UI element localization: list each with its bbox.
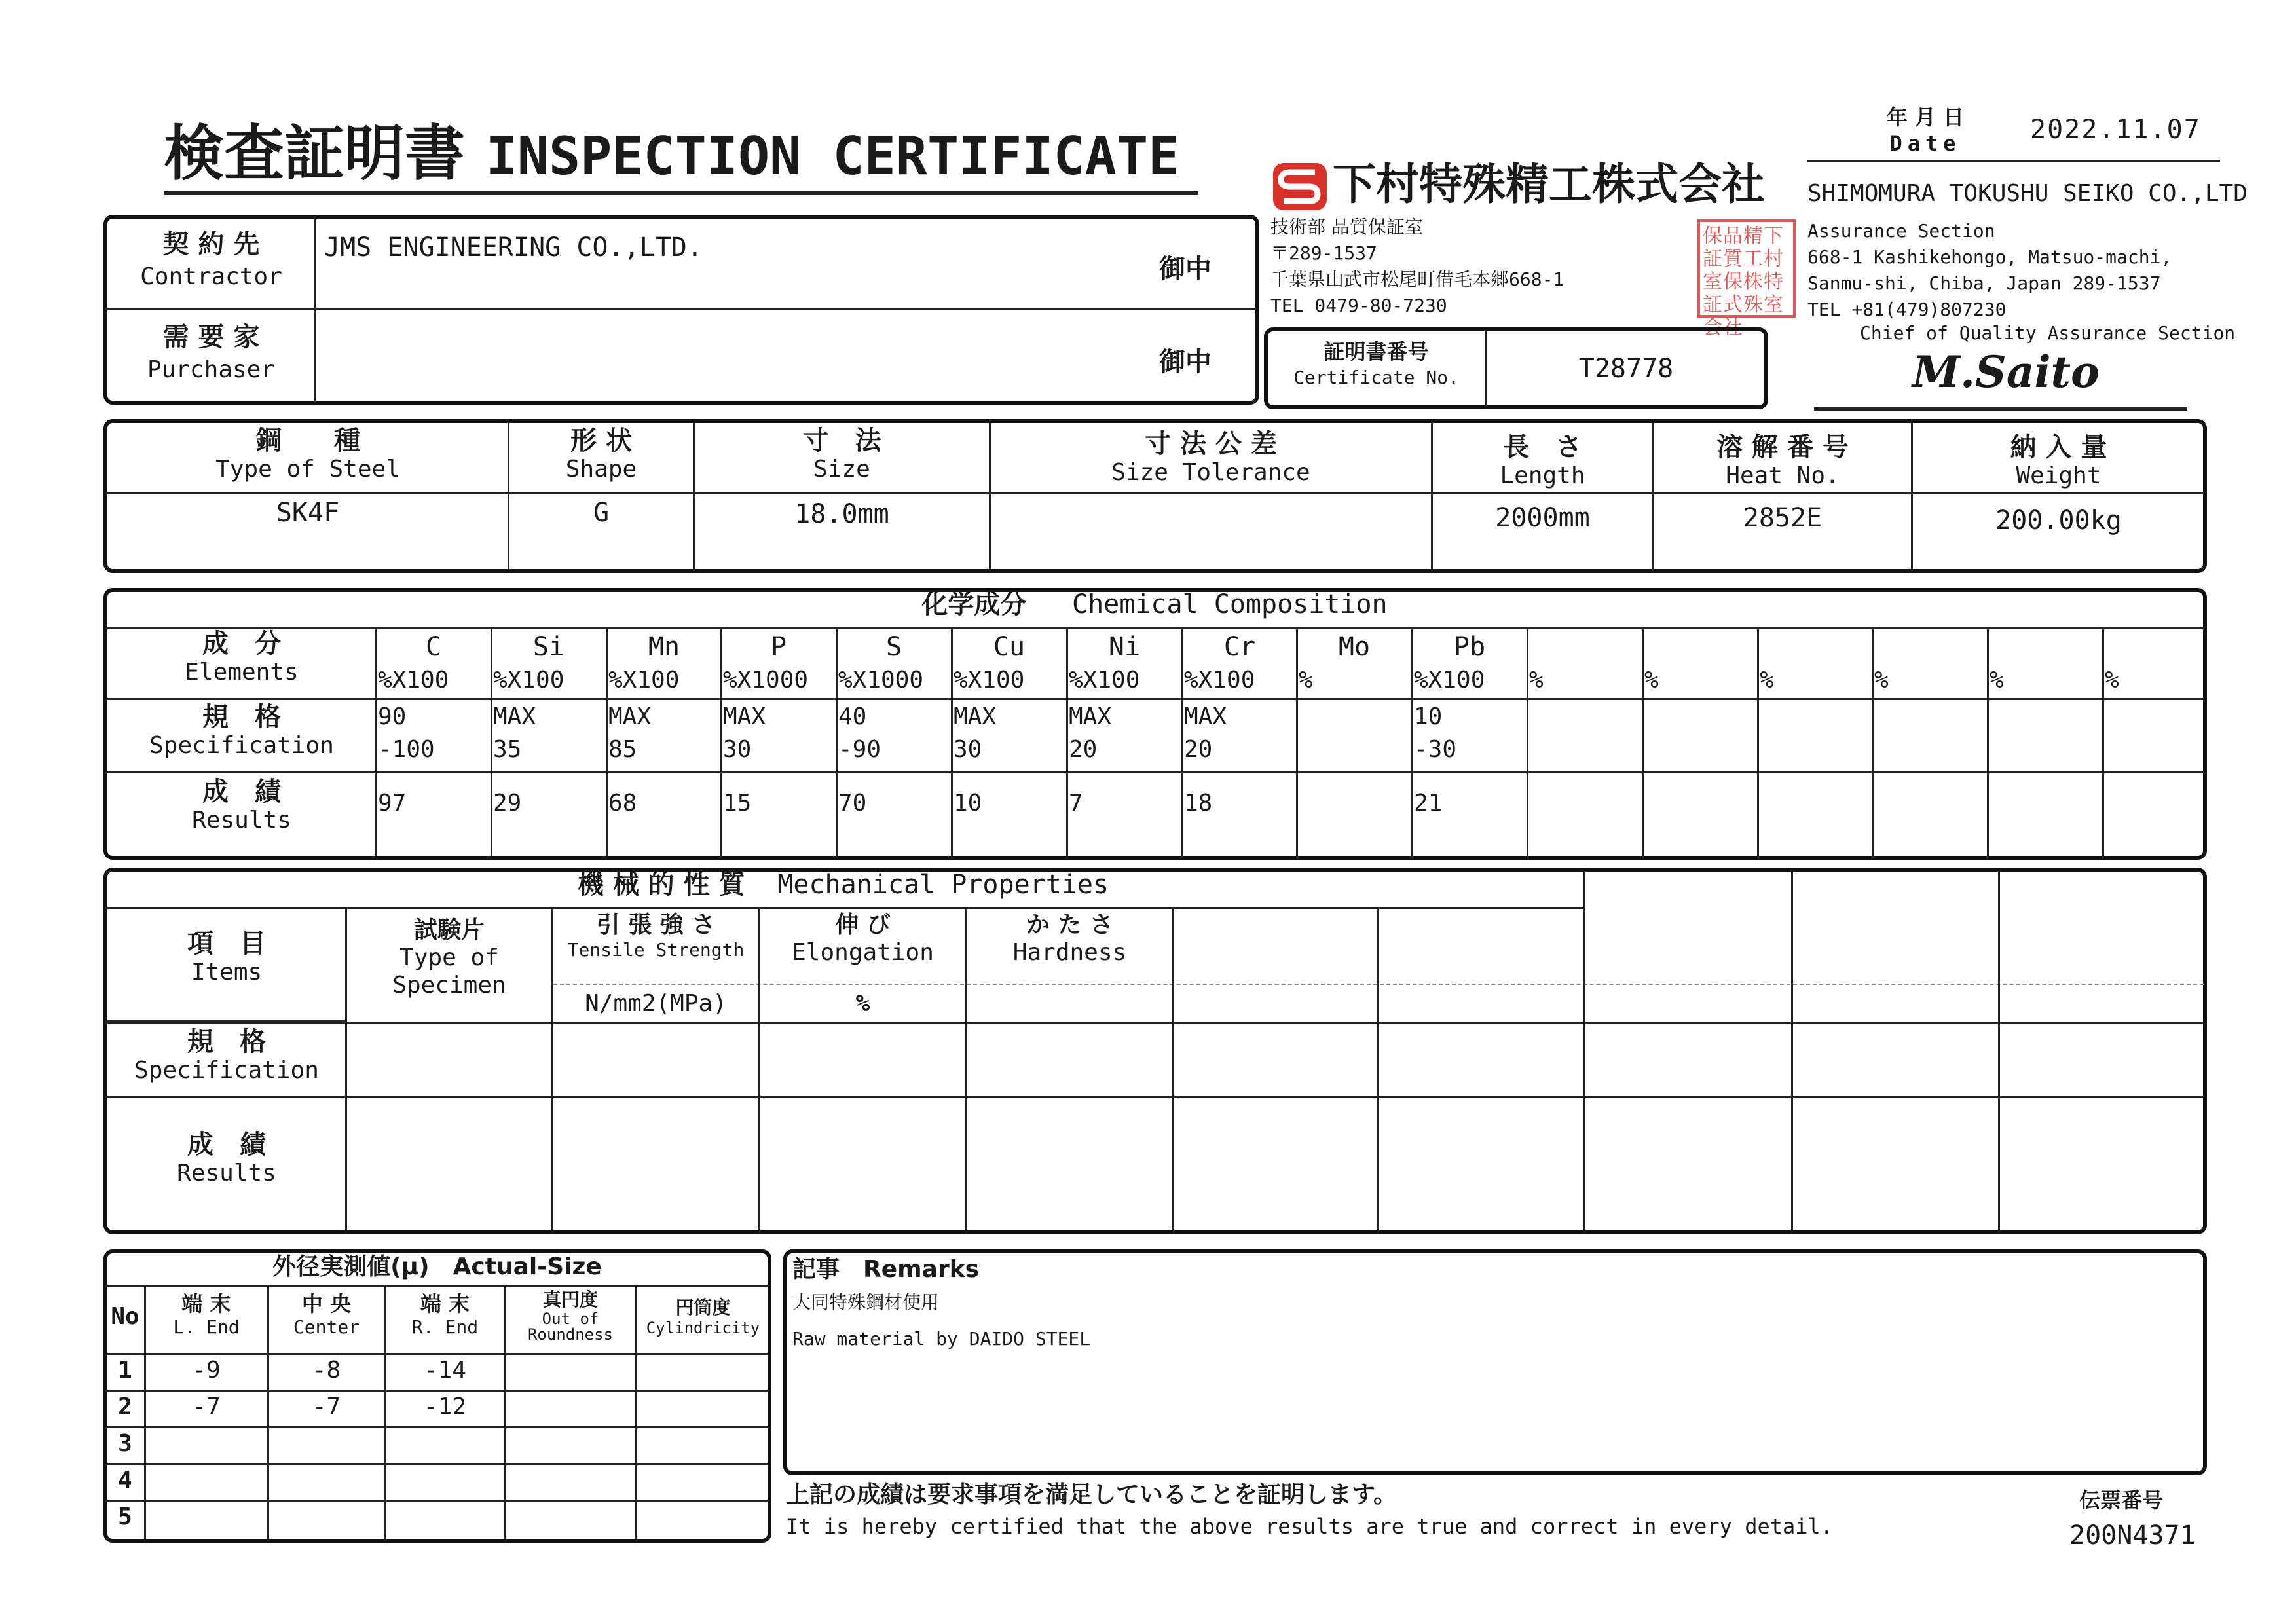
results-label-jp: 成 績 bbox=[187, 1130, 266, 1160]
chemical-spec-line-2: -30 bbox=[1414, 736, 1457, 763]
certificate-label-jp: 証明書番号 bbox=[1324, 339, 1429, 364]
col-en: L. End bbox=[173, 1316, 240, 1338]
as-divider-title bbox=[105, 1285, 769, 1287]
chemical-element-unit: %X100 bbox=[1184, 667, 1255, 693]
chemical-result: 68 bbox=[608, 790, 637, 817]
product-header-steel-type bbox=[108, 426, 508, 483]
chemical-column-divider bbox=[491, 629, 492, 858]
parties-divider-v bbox=[314, 217, 316, 403]
mech-divider-v-hard bbox=[1172, 909, 1174, 1233]
col-en: Cylindricity bbox=[646, 1319, 760, 1337]
product-header-jp: 溶 解 番 号 bbox=[1716, 432, 1849, 462]
date-underline bbox=[1807, 160, 2220, 162]
chemical-element-unit: %X100 bbox=[1069, 667, 1140, 693]
chemical-column-divider bbox=[2102, 629, 2104, 858]
chemical-spec-line-1: MAX bbox=[608, 703, 652, 730]
parties-divider-h bbox=[105, 308, 1257, 310]
mech-divider-v-col8 bbox=[1998, 870, 2000, 1233]
company-address-en-2: Sanmu-shi, Chiba, Japan 289-1537 bbox=[1807, 272, 2161, 294]
as-row-l-end: -9 bbox=[192, 1357, 221, 1384]
mech-items-label bbox=[108, 929, 345, 986]
as-row-no: 3 bbox=[118, 1430, 132, 1457]
company-dept-jp: 技術部 品質保証室 bbox=[1270, 216, 1423, 238]
remarks-line-1: 大同特殊鋼材使用 bbox=[792, 1291, 940, 1313]
chemical-spec-line-1: MAX bbox=[1184, 703, 1227, 730]
row-label-en: Elements bbox=[185, 659, 299, 686]
as-col-cylindricity bbox=[637, 1297, 769, 1337]
as-row-center: -8 bbox=[312, 1357, 341, 1384]
row-label-jp: 成 績 bbox=[202, 777, 281, 807]
chemical-element-unit: %X100 bbox=[378, 667, 449, 693]
product-value-steel-type: SK4F bbox=[276, 498, 340, 528]
chemical-column-divider bbox=[375, 629, 377, 858]
mechanical-title-en: Mechanical Properties bbox=[777, 870, 1109, 900]
chemical-element-name: Mo bbox=[1338, 632, 1371, 662]
company-dept-en: Assurance Section bbox=[1807, 220, 1995, 242]
chemical-element-unit: % bbox=[1529, 667, 1544, 693]
product-header-jp: 寸 法 bbox=[802, 426, 881, 456]
col-jp: 円筒度 bbox=[675, 1297, 731, 1318]
chemical-element-name: Cu bbox=[993, 632, 1026, 662]
tensile-label-en: Tensile Strength bbox=[567, 939, 745, 961]
col-en: Center bbox=[293, 1316, 360, 1338]
mech-tensile-unit: N/mm2(MPa) bbox=[585, 990, 727, 1017]
chemical-element-unit: % bbox=[1299, 667, 1313, 693]
product-header-weight bbox=[1913, 432, 2204, 490]
mech-divider-specimen-blank bbox=[105, 1020, 347, 1022]
chemical-divider-row-1 bbox=[105, 698, 2204, 700]
mech-elongation-label bbox=[760, 912, 965, 967]
col-en: R. End bbox=[411, 1316, 479, 1338]
product-header-jp: 寸 法 公 差 bbox=[1145, 429, 1277, 459]
as-divider-row-2 bbox=[105, 1426, 769, 1428]
signature-underline bbox=[1814, 407, 2187, 411]
mech-divider-spec bbox=[105, 1096, 2204, 1098]
spec-label-jp: 規 格 bbox=[187, 1027, 266, 1057]
chemical-element-name: C bbox=[425, 632, 442, 662]
chemical-element-name: Cr bbox=[1223, 632, 1256, 662]
mech-spec-label bbox=[108, 1027, 345, 1084]
contractor-honorific: 御中 bbox=[1159, 254, 1212, 284]
as-row-r-end: -12 bbox=[423, 1393, 467, 1420]
purchaser-honorific: 御中 bbox=[1159, 347, 1212, 377]
as-col-r-end bbox=[386, 1291, 504, 1338]
chemical-result: 15 bbox=[723, 790, 752, 817]
product-header-en: Size Tolerance bbox=[1111, 459, 1310, 486]
chemical-element-unit: % bbox=[2105, 667, 2119, 693]
chemical-column-divider bbox=[720, 629, 722, 858]
chemical-divider-title bbox=[105, 627, 2204, 629]
chemical-row-label-results bbox=[108, 777, 375, 834]
chemical-column-divider bbox=[1066, 629, 1068, 858]
company-address-jp: 千葉県山武市松尾町借毛本郷668-1 bbox=[1270, 268, 1565, 290]
certificate-label-en: Certificate No. bbox=[1293, 367, 1459, 388]
mech-elongation-unit: % bbox=[855, 990, 870, 1017]
product-value-weight: 200.00kg bbox=[1995, 506, 2122, 536]
chemical-element-name: Ni bbox=[1108, 632, 1141, 662]
as-row-no: 5 bbox=[118, 1504, 132, 1530]
mech-specimen-label bbox=[347, 917, 551, 999]
product-header-length bbox=[1433, 432, 1652, 490]
chemical-spec-line-1: MAX bbox=[954, 703, 997, 730]
certify-statement-en: It is hereby certified that the above results are true and correct in every detail. bbox=[786, 1514, 1834, 1539]
chemical-spec-line-2: 35 bbox=[493, 736, 522, 763]
slip-number: 200N4371 bbox=[2069, 1521, 2196, 1551]
elongation-label-jp: 伸 び bbox=[835, 912, 891, 938]
row-label-jp: 成 分 bbox=[202, 629, 281, 659]
col-jp: 中 央 bbox=[301, 1291, 352, 1316]
remarks-line-2: Raw material by DAIDO STEEL bbox=[792, 1328, 1091, 1350]
chemical-spec-line-2: -90 bbox=[838, 736, 881, 763]
chemical-spec-line-1: 10 bbox=[1414, 703, 1443, 730]
mech-hardness-label bbox=[967, 912, 1172, 967]
chemical-title-en: Chemical Composition bbox=[1072, 589, 1388, 619]
chemical-element-unit: %X1000 bbox=[838, 667, 924, 693]
chemical-result: 18 bbox=[1184, 790, 1213, 817]
chemical-element-name: Si bbox=[532, 632, 565, 662]
chemical-title-jp: 化学成分 bbox=[921, 589, 1027, 619]
company-seal-stamp: 保品精下証質工村室保株特証式殊室会社 bbox=[1697, 219, 1796, 318]
as-col-roundness bbox=[506, 1289, 635, 1342]
hardness-label-en: Hardness bbox=[1012, 939, 1127, 966]
product-header-en: Weight bbox=[2016, 462, 2102, 489]
chemical-spec-line-1: 40 bbox=[838, 703, 867, 730]
contractor-value: JMS ENGINEERING CO.,LTD. bbox=[324, 232, 703, 263]
as-row-no: 2 bbox=[118, 1393, 132, 1420]
chemical-element-unit: % bbox=[1644, 667, 1659, 693]
product-header-en: Type of Steel bbox=[215, 456, 400, 483]
chemical-spec-line-1: MAX bbox=[493, 703, 536, 730]
as-row-no: 1 bbox=[118, 1357, 132, 1384]
chemical-column-divider bbox=[836, 629, 838, 858]
specimen-label-en-2: Specimen bbox=[392, 972, 506, 999]
certificate-title bbox=[164, 121, 1179, 189]
purchaser-label-en: Purchaser bbox=[147, 356, 276, 383]
slip-number-label: 伝票番号 bbox=[2079, 1488, 2164, 1513]
chemical-row-label-elements bbox=[108, 629, 375, 686]
mechanical-title-jp: 機 械 的 性 質 bbox=[577, 870, 745, 900]
date-value: 2022.11.07 bbox=[2030, 115, 2201, 145]
chemical-spec-line-1: MAX bbox=[723, 703, 766, 730]
col-jp: 端 末 bbox=[181, 1291, 231, 1316]
mech-divider-v-col5 bbox=[1377, 909, 1379, 1233]
chemical-result: 70 bbox=[838, 790, 867, 817]
chemical-element-name: S bbox=[885, 632, 902, 662]
mech-divider-header bbox=[105, 1022, 2204, 1024]
as-divider-row-1 bbox=[105, 1390, 769, 1392]
chemical-element-unit: %X100 bbox=[1414, 667, 1485, 693]
chemical-column-divider bbox=[1872, 629, 1874, 858]
product-header-en: Shape bbox=[565, 456, 637, 483]
chemical-element-name: Pb bbox=[1453, 632, 1486, 662]
date-label-jp: 年 月 日 bbox=[1886, 105, 1965, 130]
chemical-spec-line-2: 20 bbox=[1069, 736, 1098, 763]
certificate-number: T28778 bbox=[1578, 354, 1674, 384]
product-value-heat-no: 2852E bbox=[1743, 503, 1823, 533]
company-tel-en: TEL +81(479)807230 bbox=[1807, 299, 2007, 320]
chemical-element-unit: %X100 bbox=[954, 667, 1025, 693]
product-header-heat-no bbox=[1654, 432, 1911, 490]
product-header-jp: 鋼 種 bbox=[255, 426, 360, 456]
chemical-column-divider bbox=[1527, 629, 1528, 858]
chemical-divider-row-2 bbox=[105, 771, 2204, 773]
chemical-column-divider bbox=[1757, 629, 1759, 858]
row-label-en: Results bbox=[192, 807, 291, 834]
mechanical-title bbox=[105, 870, 1582, 900]
specimen-label-jp: 試験片 bbox=[413, 917, 485, 944]
row-label-jp: 規 格 bbox=[202, 702, 281, 732]
product-value-shape: G bbox=[593, 498, 610, 528]
product-header-jp: 長 さ bbox=[1503, 432, 1582, 462]
chemical-spec-line-2: 30 bbox=[954, 736, 982, 763]
chemical-element-name: Mn bbox=[648, 632, 680, 662]
items-label-jp: 項 目 bbox=[187, 929, 266, 959]
chief-title: Chief of Quality Assurance Section bbox=[1860, 322, 2236, 344]
date-label-en: Date bbox=[1889, 131, 1961, 156]
company-logo-icon bbox=[1270, 160, 1329, 213]
hardness-label-jp: か た さ bbox=[1026, 912, 1114, 938]
chemical-element-unit: % bbox=[1874, 667, 1889, 693]
chemical-spec-line-2: 30 bbox=[723, 736, 752, 763]
title-jp: 検査証明書 bbox=[164, 119, 466, 189]
contractor-label-en: Contractor bbox=[140, 263, 282, 290]
as-row-r-end: -14 bbox=[423, 1357, 467, 1384]
product-header-en: Length bbox=[1500, 462, 1585, 489]
chemical-spec-line-2: 85 bbox=[608, 736, 637, 763]
chemical-column-divider bbox=[951, 629, 953, 858]
as-row-no: 4 bbox=[118, 1467, 132, 1494]
col-en: Out of Roundness bbox=[527, 1310, 614, 1344]
product-header-size bbox=[695, 426, 989, 483]
elongation-label-en: Elongation bbox=[792, 939, 934, 966]
remarks-title: 記事 Remarks bbox=[792, 1256, 980, 1283]
chemical-element-unit: % bbox=[1990, 667, 2004, 693]
remarks-box bbox=[783, 1249, 2207, 1475]
chemical-spec-line-2: -100 bbox=[378, 736, 435, 763]
items-label-en: Items bbox=[191, 959, 263, 986]
chemical-result: 10 bbox=[954, 790, 982, 817]
results-label-en: Results bbox=[177, 1160, 276, 1187]
product-header-shape bbox=[509, 426, 693, 483]
as-row-center: -7 bbox=[312, 1393, 341, 1420]
contractor-label-jp: 契 約 先 bbox=[162, 229, 260, 259]
chemical-element-name: P bbox=[770, 632, 787, 662]
mech-tensile-label bbox=[553, 912, 758, 961]
title-underline bbox=[164, 191, 1198, 195]
chemical-element-unit: %X100 bbox=[608, 667, 680, 693]
product-header-jp: 形 状 bbox=[570, 426, 632, 456]
actual-size-title: 外径実測値(μ) Actual-Size bbox=[272, 1253, 602, 1280]
chemical-column-divider bbox=[606, 629, 608, 858]
product-header-size-tolerance bbox=[991, 429, 1431, 487]
product-header-en: Heat No. bbox=[1726, 462, 1840, 489]
company-name-jp: 下村特殊精工株式会社 bbox=[1333, 159, 1765, 210]
chemical-result: 29 bbox=[493, 790, 522, 817]
chemical-column-divider bbox=[1642, 629, 1644, 858]
mech-divider-v-col7 bbox=[1791, 870, 1793, 1233]
product-value-length: 2000mm bbox=[1495, 503, 1590, 533]
chemical-row-label-specification bbox=[108, 702, 375, 760]
as-col-l-end bbox=[145, 1291, 267, 1338]
product-header-jp: 納 入 量 bbox=[2010, 432, 2107, 462]
product-header-en: Size bbox=[813, 456, 870, 483]
company-postal-jp: 〒289-1537 bbox=[1270, 242, 1377, 264]
certify-statement-jp: 上記の成績は要求事項を満足していることを証明します。 bbox=[786, 1481, 1398, 1508]
chemical-column-divider bbox=[1987, 629, 1989, 858]
mech-divider-title bbox=[105, 907, 1583, 909]
chemical-result: 7 bbox=[1069, 790, 1083, 817]
purchaser-label-jp: 需 要 家 bbox=[162, 322, 260, 352]
as-divider-row-4 bbox=[105, 1500, 769, 1502]
mech-divider-v-col6 bbox=[1583, 870, 1585, 1233]
as-col-no: No bbox=[111, 1303, 139, 1330]
as-divider-row-3 bbox=[105, 1463, 769, 1465]
mech-results-label bbox=[108, 1130, 345, 1187]
chemical-element-unit: %X1000 bbox=[723, 667, 809, 693]
as-row-l-end: -7 bbox=[192, 1393, 221, 1420]
chemical-column-divider bbox=[1181, 629, 1183, 858]
specimen-label-en-1: Type of bbox=[399, 944, 499, 971]
chemical-element-unit: %X100 bbox=[493, 667, 565, 693]
chemical-result: 21 bbox=[1414, 790, 1443, 817]
chemical-title bbox=[105, 589, 2204, 619]
chemical-column-divider bbox=[1296, 629, 1298, 858]
company-name-en: SHIMOMURA TOKUSHU SEIKO CO.,LTD bbox=[1807, 180, 2248, 207]
chemical-spec-line-2: 20 bbox=[1184, 736, 1213, 763]
chemical-spec-line-1: 90 bbox=[378, 703, 407, 730]
chemical-result: 97 bbox=[378, 790, 407, 817]
as-divider-header bbox=[105, 1353, 769, 1355]
as-col-center bbox=[268, 1291, 384, 1338]
product-value-size: 18.0mm bbox=[794, 499, 889, 529]
title-en: INSPECTION CERTIFICATE bbox=[485, 126, 1180, 187]
chemical-column-divider bbox=[1411, 629, 1413, 858]
chief-signature: M.Saito bbox=[1912, 346, 2100, 397]
col-jp: 真円度 bbox=[542, 1289, 598, 1310]
company-address-en-1: 668-1 Kashikehongo, Matsuo-machi, bbox=[1807, 246, 2172, 268]
product-divider-h bbox=[105, 492, 2204, 494]
spec-label-en: Specification bbox=[134, 1057, 319, 1084]
tensile-label-jp: 引 張 強 さ bbox=[596, 912, 716, 938]
col-jp: 端 末 bbox=[420, 1291, 470, 1316]
row-label-en: Specification bbox=[149, 732, 334, 759]
company-tel-jp: TEL 0479-80-7230 bbox=[1270, 295, 1447, 316]
chemical-element-unit: % bbox=[1760, 667, 1774, 693]
chemical-spec-line-1: MAX bbox=[1069, 703, 1112, 730]
